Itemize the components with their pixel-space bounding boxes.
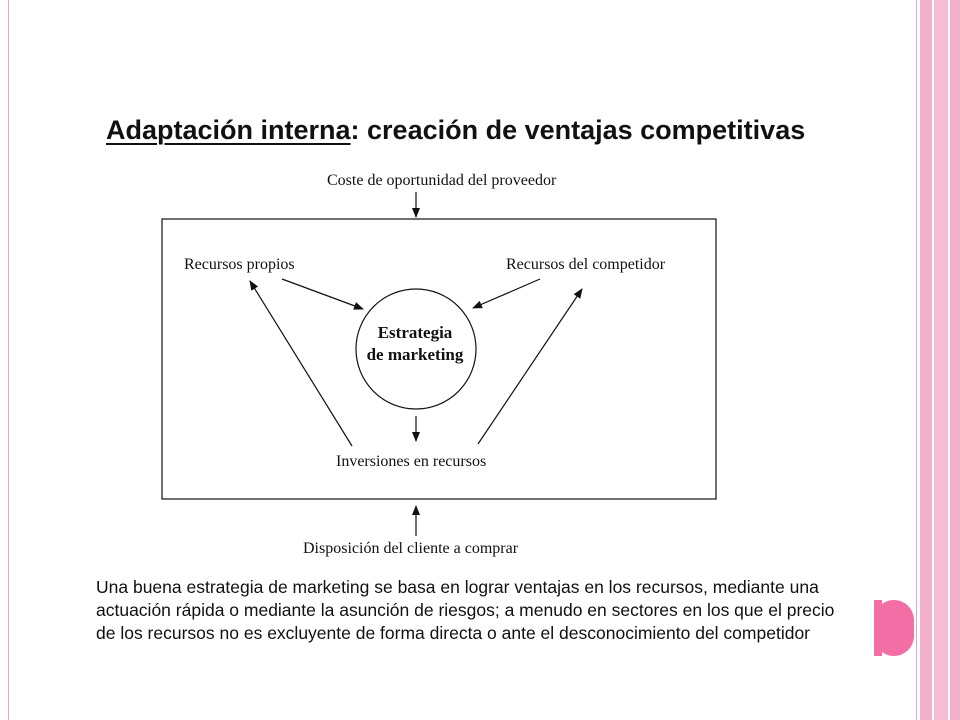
- arrow-investments-to-competitor: [478, 289, 582, 444]
- label-top-input: Coste de oportunidad del proveedor: [327, 172, 557, 189]
- title-underlined-part: Adaptación interna: [106, 115, 351, 145]
- paragraph-line-3: de los recursos no es excluyente de forma directa o ante el desconocimiento del competidor: [96, 623, 811, 643]
- arrow-competitor-to-strategy: [473, 279, 540, 308]
- label-own-resources: Recursos propios: [184, 256, 295, 273]
- paragraph-line-1: Una buena estrategia de marketing se basa en lograr ventajas en los recursos, mediante una: [96, 577, 819, 597]
- label-strategy-line1: Estrategia: [377, 323, 453, 342]
- explanation-paragraph: [96, 576, 866, 645]
- arrow-own-to-strategy: [282, 279, 363, 309]
- label-strategy: [350, 322, 480, 366]
- arrow-investments-to-own: [250, 281, 352, 446]
- paragraph-line-2: actuación rápida o mediante la asunción de riesgos; a menudo en sectores en los que el precio: [96, 600, 835, 620]
- label-competitor-resources: Recursos del competidor: [506, 256, 666, 273]
- title-rest: : creación de ventajas competitivas: [350, 115, 806, 145]
- label-investments: Inversiones en recursos: [336, 453, 487, 470]
- label-bottom-input: Disposición del cliente a comprar: [303, 540, 519, 557]
- label-strategy-line2: de marketing: [366, 345, 464, 364]
